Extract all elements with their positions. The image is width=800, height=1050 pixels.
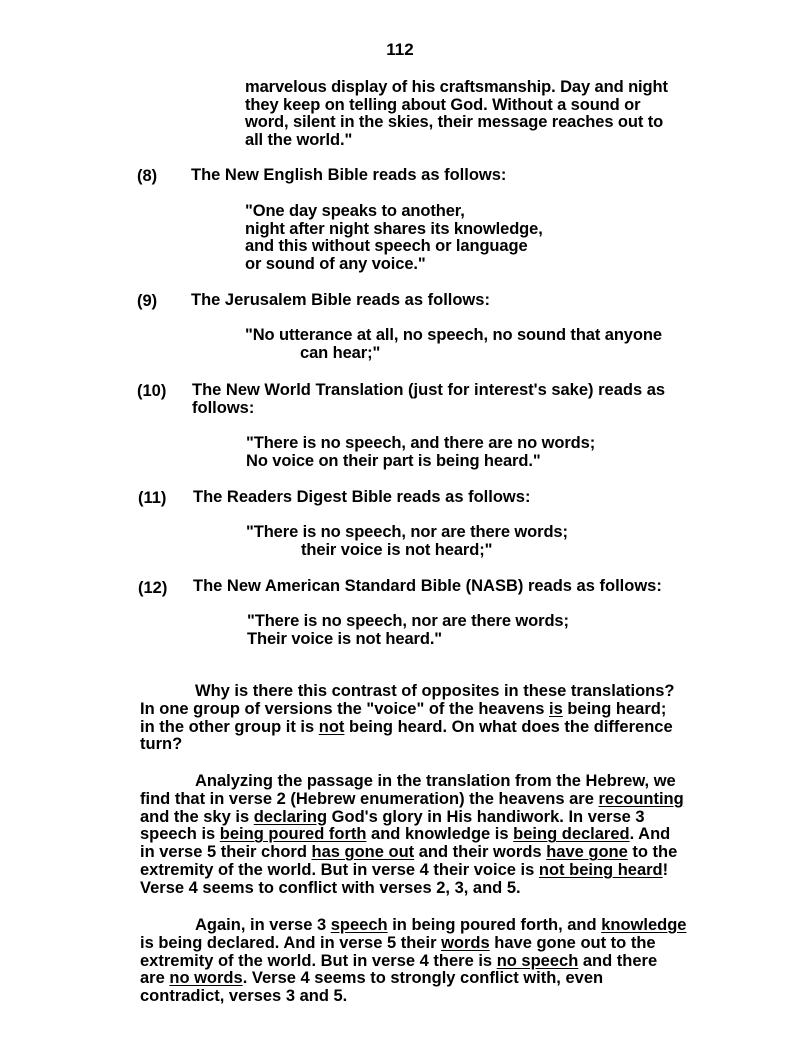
item-number: (12) bbox=[138, 579, 168, 597]
item-number: (9) bbox=[137, 292, 158, 310]
item-number: (8) bbox=[137, 167, 158, 185]
text-run: Again, in verse 3 bbox=[195, 916, 331, 934]
intro-quote bbox=[245, 79, 668, 149]
item-quote bbox=[247, 613, 569, 648]
item-heading-line: The Readers Digest Bible reads as follows: bbox=[193, 488, 531, 506]
paragraph-line: Why is there this contrast of opposites in these translations? bbox=[195, 682, 675, 700]
item-number: (10) bbox=[137, 382, 167, 400]
intro-quote-line: word, silent in the skies, their message reaches out to bbox=[245, 113, 664, 131]
paragraph-line bbox=[140, 953, 740, 971]
item-heading-line: follows: bbox=[192, 398, 255, 417]
paragraph-line: contradict, verses 3 and 5. bbox=[140, 987, 348, 1006]
underlined-text: being poured forth bbox=[219, 825, 367, 844]
text-run: In one group of versions the "voice" of the heavens bbox=[140, 699, 549, 718]
item-heading bbox=[192, 382, 665, 417]
item-heading bbox=[191, 292, 490, 310]
quote-line: "One day speaks to another, bbox=[245, 202, 465, 220]
item-heading-line: The New World Translation (just for interest's sake) reads as bbox=[192, 381, 666, 399]
underlined-text: has gone out bbox=[311, 843, 415, 862]
text-run: speech is bbox=[140, 825, 220, 844]
item-quote bbox=[246, 435, 595, 470]
text-run: ! bbox=[662, 860, 669, 879]
body-paragraph bbox=[140, 917, 740, 1006]
paragraph-line bbox=[140, 791, 740, 809]
underlined-text: no words bbox=[169, 969, 243, 988]
item-heading bbox=[191, 167, 506, 185]
paragraph-line bbox=[140, 844, 740, 862]
item-quote bbox=[245, 203, 543, 273]
item-heading bbox=[193, 489, 530, 507]
text-run: God's glory in His handiwork. In verse 3 bbox=[327, 807, 645, 826]
text-run: . Verse 4 seems to strongly conflict with, even bbox=[242, 969, 604, 988]
underlined-text: declaring bbox=[253, 807, 328, 826]
text-run: being heard; bbox=[562, 699, 667, 718]
quote-line: "There is no speech, nor are there words; bbox=[247, 612, 569, 630]
item-heading bbox=[193, 578, 662, 596]
paragraph-line bbox=[140, 862, 740, 880]
paragraph-line: turn? bbox=[140, 735, 183, 754]
quote-line: night after night shares its knowledge, bbox=[245, 219, 543, 238]
underlined-text: knowledge bbox=[601, 916, 687, 934]
quote-line: "There is no speech, and there are no words; bbox=[246, 434, 596, 452]
item-heading-line: The New American Standard Bible (NASB) reads as follows: bbox=[193, 577, 662, 595]
quote-line: No voice on their part is being heard." bbox=[246, 451, 541, 470]
underlined-text: no speech bbox=[496, 951, 579, 970]
text-run: extremity of the world. But in verse 4 there is bbox=[140, 951, 497, 970]
intro-quote-line: they keep on telling about God. Without a sound or bbox=[245, 95, 641, 114]
paragraph-line bbox=[140, 970, 740, 988]
text-run: in being poured forth, and bbox=[387, 916, 602, 934]
text-run: are bbox=[140, 969, 170, 988]
quote-line: or sound of any voice." bbox=[245, 254, 426, 273]
text-run: and knowledge is bbox=[366, 825, 514, 844]
paragraph-line: Analyzing the passage in the translation from the Hebrew, we bbox=[195, 772, 676, 790]
underlined-text: recounting bbox=[598, 789, 684, 808]
item-quote bbox=[245, 327, 662, 362]
underlined-text: not being heard bbox=[538, 860, 663, 879]
paragraph-line bbox=[140, 917, 740, 935]
text-run: . And bbox=[629, 825, 671, 844]
paragraph-line: Verse 4 seems to conflict with verses 2, 3, and 5. bbox=[140, 878, 521, 897]
underlined-text: is bbox=[548, 699, 563, 718]
quote-line: can hear;" bbox=[300, 343, 381, 362]
text-run: find that in verse 2 (Hebrew enumeration) the heavens are bbox=[140, 789, 599, 808]
underlined-text: speech bbox=[330, 916, 388, 934]
quote-line: their voice is not heard;" bbox=[301, 540, 493, 559]
paragraph-line bbox=[140, 809, 740, 827]
text-run: in verse 5 their chord bbox=[140, 843, 312, 862]
quote-line: and this without speech or language bbox=[245, 237, 528, 255]
text-run: have gone out to the bbox=[489, 933, 656, 952]
underlined-text: being declared bbox=[513, 825, 630, 844]
underlined-text: not bbox=[318, 717, 345, 736]
text-run: and there bbox=[578, 951, 658, 970]
text-run: and their words bbox=[414, 843, 547, 862]
paragraph-line bbox=[140, 826, 740, 844]
paragraph-line bbox=[140, 701, 740, 719]
quote-line: "There is no speech, nor are there words; bbox=[246, 523, 568, 541]
paragraph-line bbox=[140, 719, 740, 737]
body-paragraph bbox=[140, 773, 740, 898]
intro-quote-line: marvelous display of his craftsmanship. Day and night bbox=[245, 78, 668, 96]
quote-line: Their voice is not heard." bbox=[247, 629, 443, 648]
text-run: is being declared. And in verse 5 their bbox=[140, 933, 442, 952]
text-run: in the other group it is bbox=[140, 717, 319, 736]
item-heading-line: The Jerusalem Bible reads as follows: bbox=[191, 291, 490, 309]
body-paragraph bbox=[140, 683, 740, 754]
intro-quote-line: all the world." bbox=[245, 130, 353, 149]
text-run: extremity of the world. But in verse 4 their voice is bbox=[140, 860, 539, 879]
paragraph-line bbox=[140, 935, 740, 953]
item-quote bbox=[246, 524, 568, 559]
underlined-text: have gone bbox=[546, 843, 628, 862]
item-number: (11) bbox=[138, 489, 167, 507]
underlined-text: words bbox=[441, 933, 490, 952]
text-run: being heard. On what does the difference bbox=[344, 717, 673, 736]
quote-line: "No utterance at all, no speech, no sound that anyone bbox=[245, 326, 662, 344]
text-run: to the bbox=[627, 843, 678, 862]
text-run: and the sky is bbox=[140, 807, 254, 826]
page-number: 112 bbox=[386, 40, 414, 59]
item-heading-line: The New English Bible reads as follows: bbox=[191, 166, 507, 184]
